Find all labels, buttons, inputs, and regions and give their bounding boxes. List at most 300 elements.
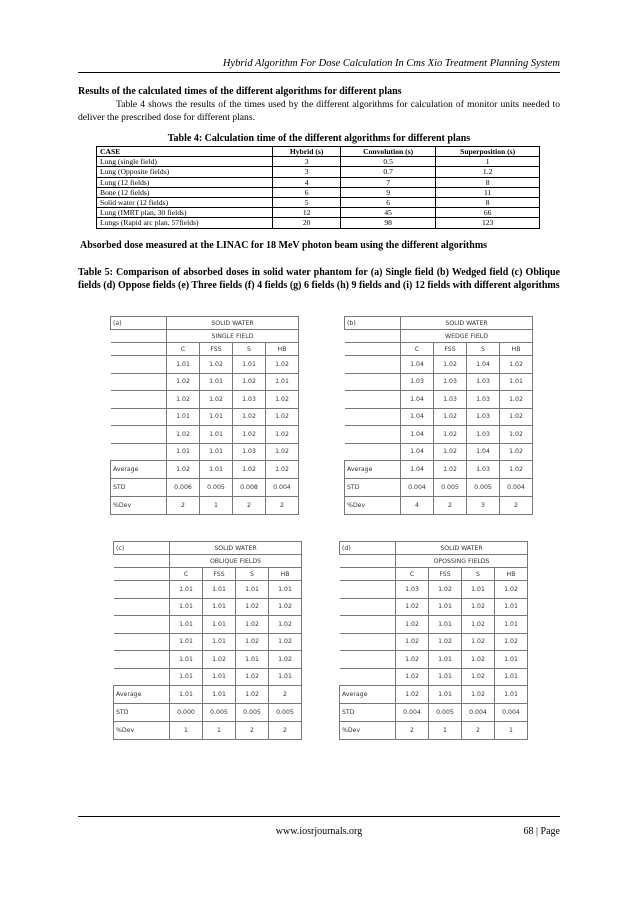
table-row xyxy=(111,356,299,374)
dose-cell: 1.01 xyxy=(429,668,462,686)
t4-cell: 3 xyxy=(273,157,341,167)
table-row xyxy=(114,633,302,651)
dose-cell: 1.01 xyxy=(170,633,203,651)
dose-cell: 1.01 xyxy=(200,443,233,461)
t4-cell: 123 xyxy=(436,218,540,228)
table-row xyxy=(97,198,540,208)
section-heading-results: Results of the calculated times of the different algorithms for different plans xyxy=(78,86,402,97)
blank-cell xyxy=(111,373,167,391)
summary-value: 2 xyxy=(500,497,533,515)
dose-cell: 1.01 xyxy=(236,581,269,599)
t4-cell: 7 xyxy=(341,177,436,187)
table5-panel-a xyxy=(110,316,299,515)
dose-cell: 1.03 xyxy=(467,426,500,444)
summary-value: 1.01 xyxy=(200,461,233,479)
summary-value: 1 xyxy=(495,722,528,740)
dose-cell: 1.02 xyxy=(233,408,266,426)
summary-value: 1.01 xyxy=(170,686,203,704)
table-row xyxy=(345,373,533,391)
table-row xyxy=(114,581,302,599)
dose-cell: 1.01 xyxy=(500,373,533,391)
table5-subtable xyxy=(110,316,299,515)
column-header: FSS xyxy=(434,343,467,356)
table-row xyxy=(111,373,299,391)
summary-label: Average xyxy=(114,686,170,704)
dose-cell: 1.01 xyxy=(495,668,528,686)
dose-cell: 1.02 xyxy=(233,373,266,391)
panel-field: WEDGE FIELD xyxy=(401,330,533,343)
panel-tag: (a) xyxy=(111,317,167,330)
summary-value: 0.004 xyxy=(500,479,533,497)
t4-cell: 8 xyxy=(436,177,540,187)
summary-value: 1.01 xyxy=(203,686,236,704)
t4-header-cell: Superposition (s) xyxy=(436,147,540,157)
dose-cell: 1.02 xyxy=(434,408,467,426)
t4-cell: Lung (IMRT plan, 30 fields) xyxy=(97,208,273,218)
summary-row xyxy=(340,704,528,722)
dose-cell: 1.02 xyxy=(396,598,429,616)
table-row xyxy=(345,443,533,461)
blank-cell xyxy=(345,343,401,356)
dose-cell: 1.02 xyxy=(236,633,269,651)
dose-cell: 1.02 xyxy=(462,598,495,616)
dose-cell: 1.02 xyxy=(266,443,299,461)
dose-cell: 1.04 xyxy=(467,443,500,461)
dose-cell: 1.01 xyxy=(203,616,236,634)
summary-value: 1.01 xyxy=(495,686,528,704)
table-row xyxy=(114,651,302,669)
summary-row xyxy=(114,722,302,740)
dose-cell: 1.01 xyxy=(203,668,236,686)
dose-cell: 1.02 xyxy=(203,651,236,669)
panel-field-row xyxy=(345,330,533,343)
dose-cell: 1.01 xyxy=(429,616,462,634)
table-row xyxy=(345,408,533,426)
dose-cell: 1.02 xyxy=(269,598,302,616)
summary-value: 2 xyxy=(167,497,200,515)
dose-cell: 1.01 xyxy=(203,633,236,651)
table5-subtable xyxy=(113,541,302,740)
panel-tag: (c) xyxy=(114,542,170,555)
t4-cell: 20 xyxy=(273,218,341,228)
summary-value: 4 xyxy=(401,497,434,515)
blank-cell xyxy=(345,330,401,343)
dose-cell: 1.01 xyxy=(170,581,203,599)
dose-cell: 1.01 xyxy=(495,616,528,634)
dose-cell: 1.02 xyxy=(269,651,302,669)
panel-tag: (b) xyxy=(345,317,401,330)
summary-value: 0.004 xyxy=(462,704,495,722)
summary-row xyxy=(114,686,302,704)
panel-title-row xyxy=(114,542,302,555)
dose-cell: 1.02 xyxy=(396,651,429,669)
blank-cell xyxy=(111,356,167,374)
dose-cell: 1.01 xyxy=(167,408,200,426)
dose-cell: 1.02 xyxy=(396,633,429,651)
blank-cell xyxy=(340,568,396,581)
table-row xyxy=(97,167,540,177)
blank-cell xyxy=(340,616,396,634)
t4-header-cell: Hybrid (s) xyxy=(273,147,341,157)
dose-cell: 1.02 xyxy=(434,443,467,461)
dose-cell: 1.02 xyxy=(429,581,462,599)
table-row xyxy=(111,426,299,444)
t4-cell: Solid water (12 fields) xyxy=(97,198,273,208)
t4-cell: 0.5 xyxy=(341,157,436,167)
dose-cell: 1.01 xyxy=(429,598,462,616)
t4-cell: 1.2 xyxy=(436,167,540,177)
t4-cell: 3 xyxy=(273,167,341,177)
summary-value: 2 xyxy=(236,722,269,740)
t4-cell: 1 xyxy=(436,157,540,167)
panel-material: SOLID WATER xyxy=(170,542,302,555)
dose-cell: 1.03 xyxy=(233,391,266,409)
summary-row xyxy=(345,497,533,515)
dose-cell: 1.01 xyxy=(495,598,528,616)
summary-value: 1.02 xyxy=(167,461,200,479)
table4 xyxy=(96,146,540,229)
dose-cell: 1.03 xyxy=(434,391,467,409)
dose-cell: 1.02 xyxy=(434,426,467,444)
dose-cell: 1.01 xyxy=(462,581,495,599)
summary-value: 1.02 xyxy=(500,461,533,479)
panel-material: SOLID WATER xyxy=(167,317,299,330)
blank-cell xyxy=(340,581,396,599)
column-header: HB xyxy=(269,568,302,581)
table-row xyxy=(114,598,302,616)
panel-column-header-row xyxy=(340,568,528,581)
column-header: HB xyxy=(500,343,533,356)
summary-value: 0.005 xyxy=(200,479,233,497)
table-row xyxy=(97,187,540,197)
summary-row xyxy=(345,479,533,497)
t4-cell: 98 xyxy=(341,218,436,228)
dose-cell: 1.02 xyxy=(396,668,429,686)
panel-material: SOLID WATER xyxy=(401,317,533,330)
blank-cell xyxy=(340,633,396,651)
column-header: S xyxy=(467,343,500,356)
blank-cell xyxy=(114,616,170,634)
dose-cell: 1.01 xyxy=(269,668,302,686)
panel-field-row xyxy=(111,330,299,343)
column-header: FSS xyxy=(203,568,236,581)
blank-cell xyxy=(111,330,167,343)
column-header: FSS xyxy=(429,568,462,581)
column-header: FSS xyxy=(200,343,233,356)
summary-value: 1.02 xyxy=(233,461,266,479)
dose-cell: 1.02 xyxy=(266,356,299,374)
blank-cell xyxy=(111,443,167,461)
summary-value: 2 xyxy=(266,497,299,515)
summary-label: %Dev xyxy=(111,497,167,515)
t4-cell: Lung (Opposite fields) xyxy=(97,167,273,177)
dose-cell: 1.02 xyxy=(236,616,269,634)
dose-cell: 1.01 xyxy=(203,598,236,616)
blank-cell xyxy=(345,356,401,374)
paragraph xyxy=(78,99,560,124)
blank-cell xyxy=(345,391,401,409)
dose-cell: 1.02 xyxy=(269,633,302,651)
dose-cell: 1.02 xyxy=(167,373,200,391)
dose-cell: 1.01 xyxy=(269,581,302,599)
column-header: C xyxy=(401,343,434,356)
summary-row xyxy=(340,722,528,740)
summary-value: 0.005 xyxy=(269,704,302,722)
blank-cell xyxy=(340,651,396,669)
blank-cell xyxy=(114,633,170,651)
summary-value: 2 xyxy=(462,722,495,740)
blank-cell xyxy=(345,373,401,391)
dose-cell: 1.04 xyxy=(401,356,434,374)
dose-cell: 1.02 xyxy=(236,668,269,686)
table5-caption: Table 5: Comparison of absorbed doses in solid water phantom for (a) Single field (b) Wedged field (c) Oblique fields (d) Oppose fields (e) Three fields (f) 4 fields (g) 6 fields (h) 9 fields and (i) 12 fields with different algorithms xyxy=(78,267,560,291)
dose-cell: 1.03 xyxy=(434,373,467,391)
panel-field: OPOSSING FIELDS xyxy=(396,555,528,568)
summary-value: 1.03 xyxy=(467,461,500,479)
dose-cell: 1.02 xyxy=(266,426,299,444)
t4-header-cell: CASE xyxy=(97,147,273,157)
summary-value: 0.005 xyxy=(429,704,462,722)
panel-field: OBLIQUE FIELDS xyxy=(170,555,302,568)
t4-cell: Lung (12 fields) xyxy=(97,177,273,187)
dose-cell: 1.01 xyxy=(170,598,203,616)
summary-value: 1.02 xyxy=(236,686,269,704)
dose-cell: 1.01 xyxy=(200,426,233,444)
table5-panel-c xyxy=(113,541,302,740)
table-row xyxy=(340,651,528,669)
dose-cell: 1.02 xyxy=(462,651,495,669)
t4-cell: 12 xyxy=(273,208,341,218)
blank-cell xyxy=(111,408,167,426)
column-header: S xyxy=(233,343,266,356)
summary-value: 2 xyxy=(269,722,302,740)
dose-cell: 1.02 xyxy=(495,581,528,599)
summary-value: 1 xyxy=(170,722,203,740)
summary-row xyxy=(345,461,533,479)
dose-cell: 1.02 xyxy=(200,391,233,409)
t4-cell: 6 xyxy=(273,187,341,197)
summary-value: 0.005 xyxy=(236,704,269,722)
column-header: HB xyxy=(266,343,299,356)
summary-label: %Dev xyxy=(340,722,396,740)
summary-value: 0.008 xyxy=(233,479,266,497)
blank-cell xyxy=(345,443,401,461)
dose-cell: 1.01 xyxy=(429,651,462,669)
summary-row xyxy=(340,686,528,704)
summary-value: 1 xyxy=(200,497,233,515)
summary-value: 0.004 xyxy=(401,479,434,497)
panel-title-row xyxy=(111,317,299,330)
dose-cell: 1.01 xyxy=(200,373,233,391)
table-row xyxy=(345,356,533,374)
panel-column-header-row xyxy=(114,568,302,581)
table-row xyxy=(97,218,540,228)
table-row xyxy=(111,391,299,409)
dose-cell: 1.01 xyxy=(495,651,528,669)
t4-cell: 0.7 xyxy=(341,167,436,177)
t4-cell: 11 xyxy=(436,187,540,197)
dose-cell: 1.02 xyxy=(500,426,533,444)
table5-panel-d xyxy=(339,541,528,740)
running-header: Hybrid Algorithm For Dose Calculation In Cms Xio Treatment Planning System xyxy=(78,58,560,73)
summary-value: 1 xyxy=(429,722,462,740)
t4-cell: 4 xyxy=(273,177,341,187)
dose-cell: 1.01 xyxy=(170,616,203,634)
t4-cell: 5 xyxy=(273,198,341,208)
summary-label: STD xyxy=(340,704,396,722)
section-heading-absorbed-dose: Absorbed dose measured at the LINAC for 18 MeV photon beam using the different algorithms xyxy=(80,240,488,251)
table-row xyxy=(345,391,533,409)
t4-cell: Bone (12 fields) xyxy=(97,187,273,197)
t4-cell: 45 xyxy=(341,208,436,218)
summary-value: 1.02 xyxy=(462,686,495,704)
table-row xyxy=(345,426,533,444)
dose-cell: 1.02 xyxy=(233,426,266,444)
dose-cell: 1.02 xyxy=(167,391,200,409)
dose-cell: 1.02 xyxy=(266,408,299,426)
blank-cell xyxy=(111,426,167,444)
summary-row xyxy=(111,461,299,479)
table-row xyxy=(340,598,528,616)
table-row xyxy=(97,157,540,167)
summary-row xyxy=(111,479,299,497)
blank-cell xyxy=(345,408,401,426)
t4-cell: 6 xyxy=(341,198,436,208)
t4-header-cell: Convolution (s) xyxy=(341,147,436,157)
summary-value: 0.005 xyxy=(467,479,500,497)
dose-cell: 1.01 xyxy=(233,356,266,374)
summary-value: 1.01 xyxy=(429,686,462,704)
panel-material: SOLID WATER xyxy=(396,542,528,555)
summary-label: %Dev xyxy=(114,722,170,740)
dose-cell: 1.04 xyxy=(401,408,434,426)
summary-value: 3 xyxy=(467,497,500,515)
dose-cell: 1.03 xyxy=(401,373,434,391)
dose-cell: 1.02 xyxy=(462,668,495,686)
summary-value: 0.005 xyxy=(203,704,236,722)
summary-value: 2 xyxy=(233,497,266,515)
summary-value: 0.005 xyxy=(434,479,467,497)
dose-cell: 1.02 xyxy=(269,616,302,634)
dose-cell: 1.02 xyxy=(500,443,533,461)
blank-cell xyxy=(345,426,401,444)
summary-label: Average xyxy=(111,461,167,479)
panel-title-row xyxy=(345,317,533,330)
column-header: HB xyxy=(495,568,528,581)
dose-cell: 1.01 xyxy=(167,356,200,374)
dose-cell: 1.01 xyxy=(266,373,299,391)
t4-cell: Lungs (Rapid arc plan, 57fields) xyxy=(97,218,273,228)
dose-cell: 1.01 xyxy=(203,581,236,599)
blank-cell xyxy=(111,391,167,409)
dose-cell: 1.02 xyxy=(167,426,200,444)
panel-field-row xyxy=(114,555,302,568)
dose-cell: 1.02 xyxy=(462,616,495,634)
summary-value: 0.004 xyxy=(495,704,528,722)
panel-column-header-row xyxy=(111,343,299,356)
footer-rule xyxy=(78,816,560,817)
dose-cell: 1.02 xyxy=(500,356,533,374)
summary-row xyxy=(111,497,299,515)
summary-label: STD xyxy=(345,479,401,497)
dose-cell: 1.02 xyxy=(396,616,429,634)
column-header: C xyxy=(167,343,200,356)
summary-label: %Dev xyxy=(345,497,401,515)
blank-cell xyxy=(340,598,396,616)
t4-cell: 9 xyxy=(341,187,436,197)
summary-value: 2 xyxy=(269,686,302,704)
dose-cell: 1.03 xyxy=(396,581,429,599)
summary-value: 2 xyxy=(396,722,429,740)
blank-cell xyxy=(114,568,170,581)
dose-cell: 1.01 xyxy=(170,668,203,686)
panel-tag: (d) xyxy=(340,542,396,555)
blank-cell xyxy=(114,581,170,599)
dose-cell: 1.02 xyxy=(266,391,299,409)
dose-cell: 1.02 xyxy=(462,633,495,651)
panel-field: SINGLE FIELD xyxy=(167,330,299,343)
summary-value: 1.04 xyxy=(401,461,434,479)
panel-column-header-row xyxy=(345,343,533,356)
column-header: C xyxy=(170,568,203,581)
blank-cell xyxy=(340,555,396,568)
dose-cell: 1.04 xyxy=(467,356,500,374)
blank-cell xyxy=(111,343,167,356)
table-row xyxy=(340,581,528,599)
summary-label: STD xyxy=(114,704,170,722)
blank-cell xyxy=(340,668,396,686)
footer-page-number: 68 | Page xyxy=(523,826,560,837)
summary-label: Average xyxy=(340,686,396,704)
table-row xyxy=(340,633,528,651)
panel-title-row xyxy=(340,542,528,555)
table4-caption: Table 4: Calculation time of the different algorithms for different plans xyxy=(167,133,471,144)
dose-cell: 1.02 xyxy=(434,356,467,374)
summary-label: STD xyxy=(111,479,167,497)
summary-value: 1.02 xyxy=(434,461,467,479)
dose-cell: 1.02 xyxy=(495,633,528,651)
dose-cell: 1.01 xyxy=(170,651,203,669)
summary-label: Average xyxy=(345,461,401,479)
dose-cell: 1.01 xyxy=(236,651,269,669)
dose-cell: 1.03 xyxy=(467,391,500,409)
blank-cell xyxy=(114,651,170,669)
table-row xyxy=(111,443,299,461)
table-row xyxy=(111,408,299,426)
panel-field-row xyxy=(340,555,528,568)
summary-value: 1 xyxy=(203,722,236,740)
table5-subtable xyxy=(344,316,533,515)
footer-url: www.iosrjournals.org xyxy=(275,826,363,837)
column-header: C xyxy=(396,568,429,581)
dose-cell: 1.02 xyxy=(429,633,462,651)
summary-value: 1.02 xyxy=(396,686,429,704)
t4-cell: 8 xyxy=(436,198,540,208)
dose-cell: 1.02 xyxy=(236,598,269,616)
table-row xyxy=(114,616,302,634)
dose-cell: 1.03 xyxy=(233,443,266,461)
summary-value: 0.000 xyxy=(170,704,203,722)
dose-cell: 1.03 xyxy=(467,373,500,391)
paragraph-text: Table 4 shows the results of the times used by the different algorithms for calculation of monitor units needed to deliver the prescribed dose for different plans. xyxy=(78,99,560,123)
summary-value: 0.006 xyxy=(167,479,200,497)
blank-cell xyxy=(114,668,170,686)
blank-cell xyxy=(114,555,170,568)
table-row xyxy=(97,177,540,187)
table-row xyxy=(114,668,302,686)
summary-value: 1.02 xyxy=(266,461,299,479)
summary-value: 2 xyxy=(434,497,467,515)
